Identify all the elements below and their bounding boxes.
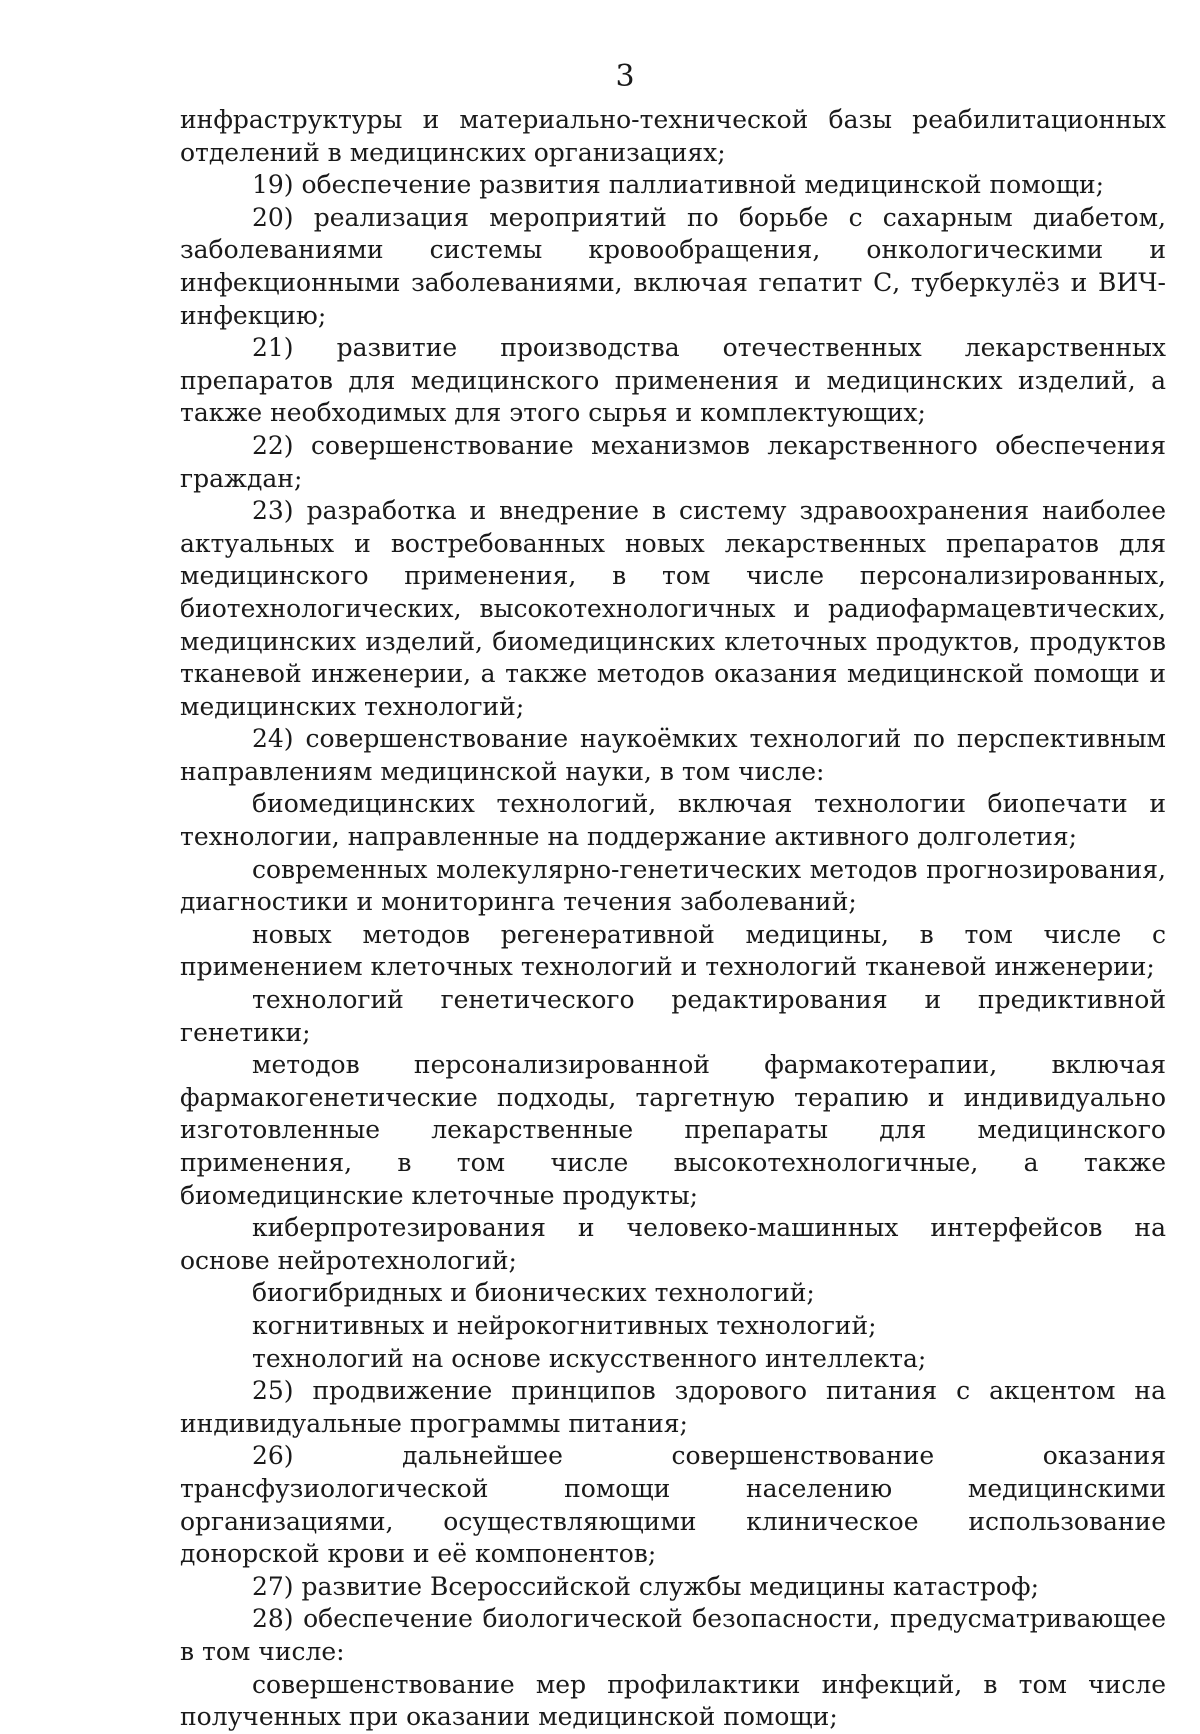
paragraph-subitem-infection-prevention: совершенствование мер профилактики инфекций, в том числе полученных при оказании медицинской помощи;: [180, 1669, 1166, 1732]
paragraph-item-23: 23) разработка и внедрение в систему здравоохранения наиболее актуальных и востребованных новых лекарственных препаратов для медицинского применения, в том числе персонализированных, биотехнологических, высокотехнологичных и радиофармацевтических, медицинских изделий, биомедицинских клеточных продуктов, продуктов тканевой инженерии, а также методов оказания медицинской помощи и медицинских технологий;: [180, 496, 1166, 721]
paragraph-item-26: 26) дальнейшее совершенствование оказания трансфузиологической помощи населению медицинскими организациями, осуществляющими клиническое использование донорской крови и её компонентов;: [180, 1441, 1166, 1569]
document-body: [180, 104, 1166, 1734]
paragraph-subitem-cognitive: когнитивных и нейрокогнитивных технологий;: [252, 1310, 877, 1340]
paragraph-item-28: 28) обеспечение биологической безопасности, предусматривающее в том числе:: [180, 1604, 1166, 1666]
paragraph-subitem-genetic-editing: технологий генетического редактирования и предиктивной генетики;: [180, 985, 1166, 1047]
paragraph-subitem-ai: технологий на основе искусственного интеллекта;: [252, 1343, 927, 1373]
paragraph-subitem-regenerative: новых методов регенеративной медицины, в том числе с применением клеточных технологий и технологий тканевой инженерии;: [180, 919, 1166, 982]
paragraph-subitem-pharmacotherapy: методов персонализированной фармакотерапии, включая фармакогенетические подходы, таргетную терапию и индивидуально изготовленные лекарственные препараты для медицинского применения, в том числе высокотехнологичные, а также биомедицинские клеточные продукты;: [180, 1050, 1166, 1210]
paragraph-subitem-biohybrid: биогибридных и бионических технологий;: [252, 1278, 815, 1308]
paragraph-item-27: 27) развитие Всероссийской службы медицины катастроф;: [252, 1571, 1040, 1601]
paragraph-subitem-biomedical: биомедицинских технологий, включая технологии биопечати и технологии, направленные на поддержание активного долголетия;: [180, 789, 1166, 852]
page-number: 3: [615, 59, 635, 94]
paragraph-subitem-cyberprosthetics: киберпротезирования и человеко-машинных интерфейсов на основе нейротехнологий;: [180, 1213, 1166, 1275]
paragraph-item-25: 25) продвижение принципов здорового питания с акцентом на индивидуальные программы питания;: [180, 1376, 1166, 1438]
paragraph-item-19: 19) обеспечение развития паллиативной медицинской помощи;: [252, 170, 1105, 200]
paragraph-subitem-molecular-genetic: современных молекулярно-генетических методов прогнозирования, диагностики и мониторинга течения заболеваний;: [180, 854, 1166, 917]
paragraph-continuation: инфраструктуры и материально-технической базы реабилитационных отделений в медицинских организациях;: [180, 105, 1166, 167]
paragraph-item-20: 20) реализация мероприятий по борьбе с сахарным диабетом, заболеваниями системы кровообращения, онкологическими и инфекционными заболеваниями, включая гепатит С, туберкулёз и ВИЧ-инфекцию;: [180, 202, 1166, 330]
paragraph-item-22: 22) совершенствование механизмов лекарственного обеспечения граждан;: [180, 430, 1166, 493]
paragraph-item-24: 24) совершенствование наукоёмких технологий по перспективным направлениям медицинской науки, в том числе:: [180, 724, 1166, 786]
paragraph-item-21: 21) развитие производства отечественных лекарственных препаратов для медицинского применения и медицинских изделий, а также необходимых для этого сырья и комплектующих;: [180, 333, 1166, 428]
